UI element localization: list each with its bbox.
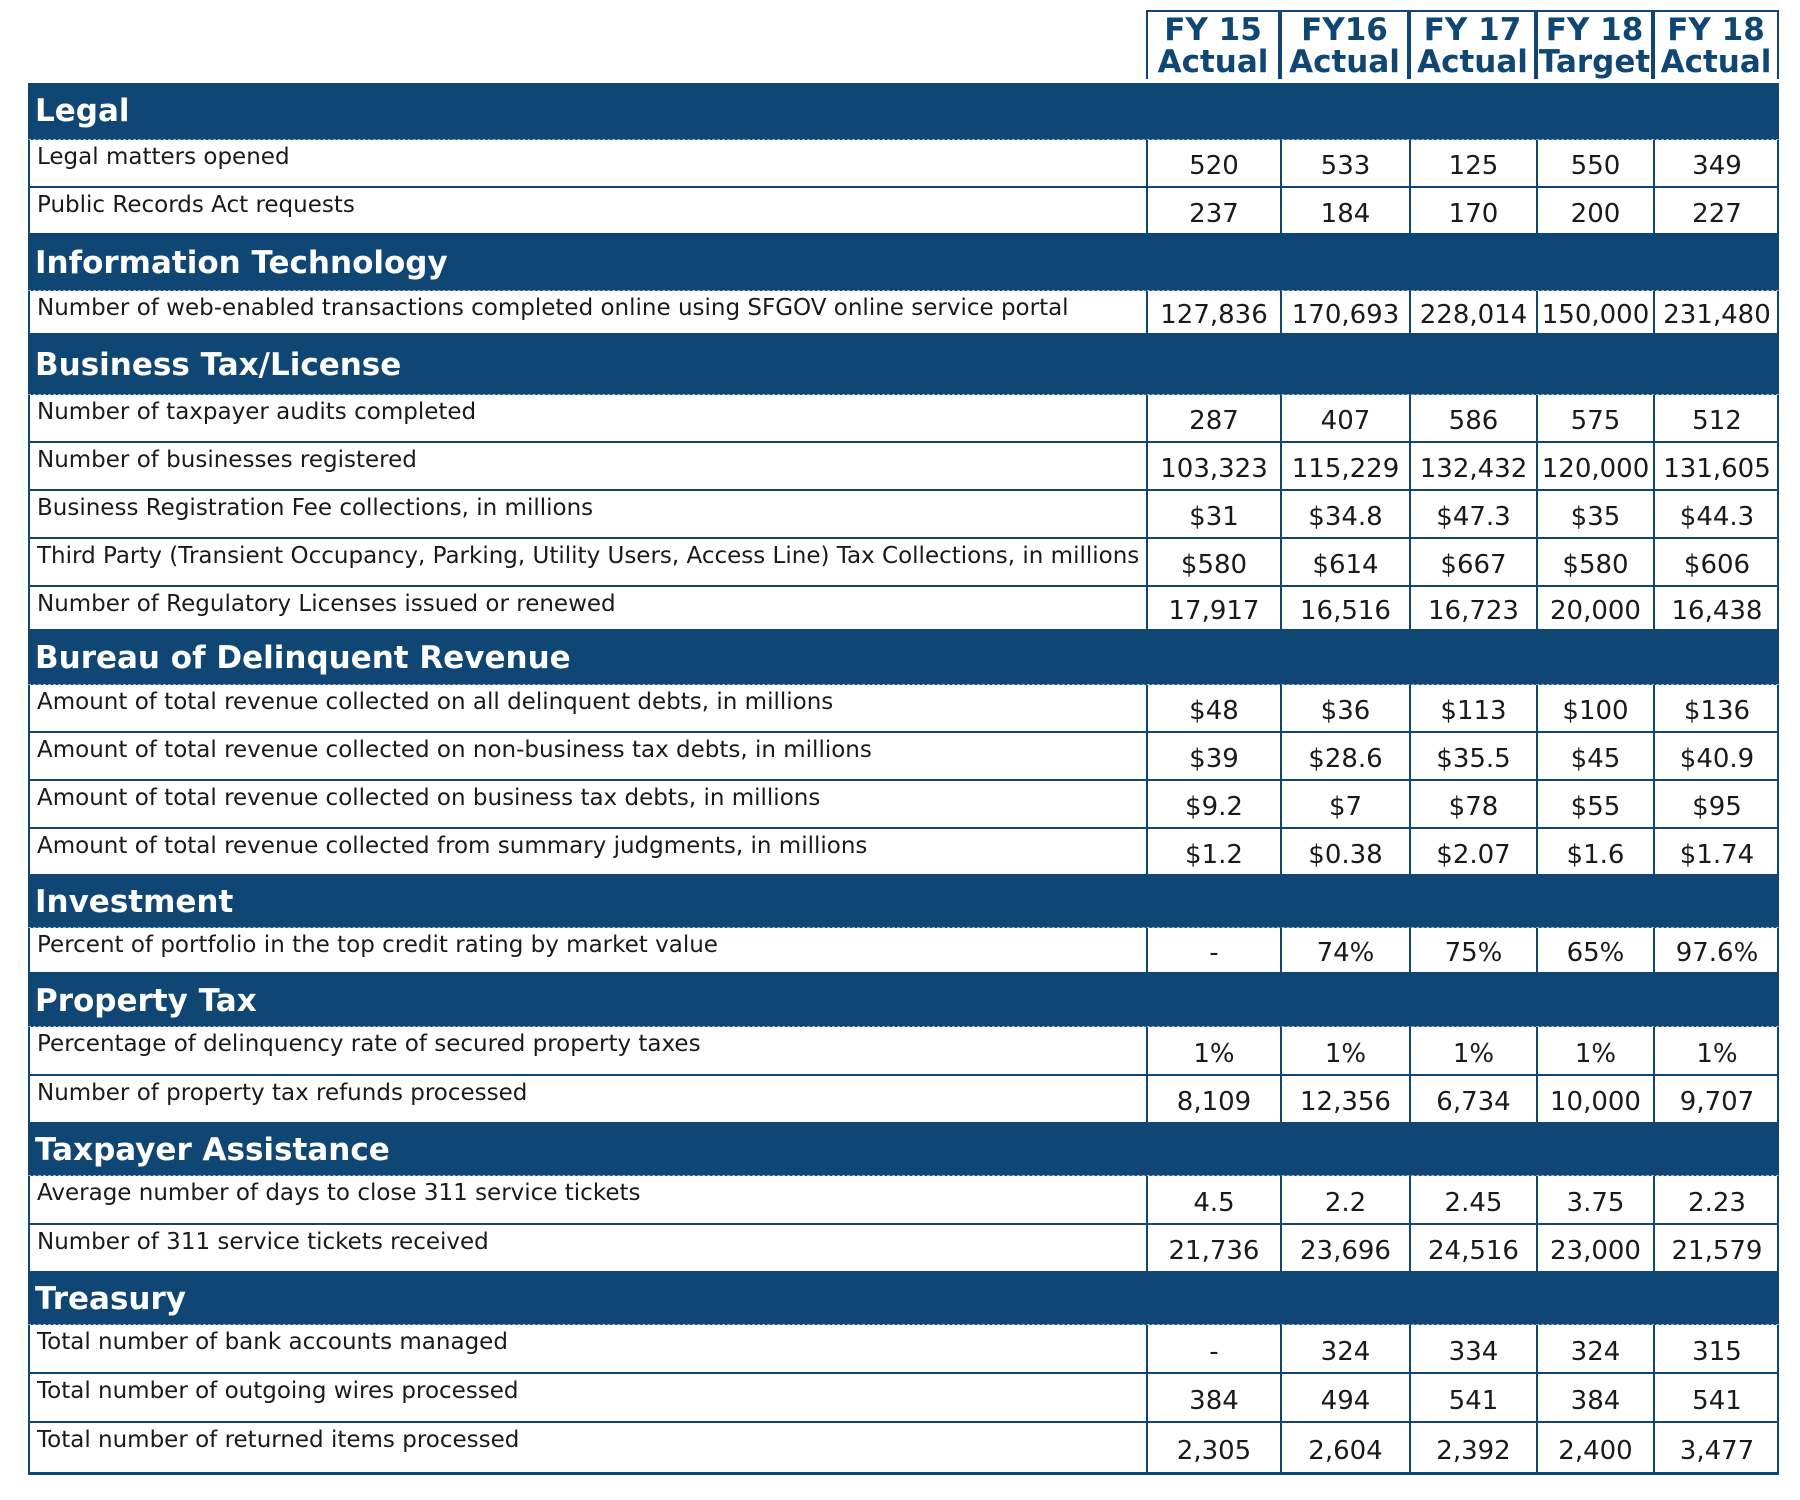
table-row (28, 1076, 1779, 1125)
column-header-year: FY 17 (1423, 11, 1522, 48)
measure-value: 384 (1146, 1374, 1280, 1421)
section-header: Investment (28, 877, 1779, 928)
measure-value: $606 (1653, 539, 1779, 585)
measure-value: $100 (1536, 685, 1653, 731)
measure-value: 103,323 (1146, 443, 1280, 489)
measure-label: Legal matters opened (37, 144, 290, 170)
table-row (28, 685, 1779, 733)
measure-value: $36 (1280, 685, 1409, 731)
measure-label: Percentage of delinquency rate of secured property taxes (37, 1031, 701, 1057)
measure-value: 10,000 (1536, 1076, 1653, 1122)
measure-label: Average number of days to close 311 service tickets (37, 1180, 641, 1206)
table-body (28, 83, 1779, 1475)
measure-value: 75% (1409, 928, 1536, 972)
measure-value: 23,000 (1536, 1225, 1653, 1271)
measure-value: $7 (1280, 781, 1409, 827)
column-header-year: FY 18 (1545, 11, 1644, 48)
measure-value: - (1146, 928, 1280, 972)
measure-value: 334 (1409, 1325, 1536, 1372)
column-header-row (28, 10, 1779, 83)
table-row (28, 928, 1779, 975)
measure-value: $136 (1653, 685, 1779, 731)
section-header: Information Technology (28, 236, 1779, 291)
measure-value: $1.2 (1146, 829, 1280, 874)
table-row (28, 1423, 1779, 1475)
measure-value: 23,696 (1280, 1225, 1409, 1271)
measure-label: Number of businesses registered (37, 447, 417, 473)
column-header-year: FY16 (1301, 11, 1388, 48)
measure-value: 231,480 (1653, 291, 1779, 333)
measure-value: 2.2 (1280, 1176, 1409, 1223)
measure-value: 533 (1280, 140, 1409, 186)
column-header (1409, 10, 1536, 79)
measure-value: 150,000 (1536, 291, 1653, 333)
measure-value: $28.6 (1280, 733, 1409, 779)
measure-label: Total number of bank accounts managed (37, 1329, 508, 1355)
measure-value: 2.45 (1409, 1176, 1536, 1223)
measure-value: $0.38 (1280, 829, 1409, 874)
measure-value: 21,736 (1146, 1225, 1280, 1271)
measure-value: 541 (1653, 1374, 1779, 1421)
section-header: Treasury (28, 1274, 1779, 1325)
measure-label: Total number of returned items processed (37, 1427, 520, 1453)
measure-value: 132,432 (1409, 443, 1536, 489)
measure-value: 200 (1536, 188, 1653, 233)
measure-value: 65% (1536, 928, 1653, 972)
measure-value: 131,605 (1653, 443, 1779, 489)
measure-value: $95 (1653, 781, 1779, 827)
measure-value: 384 (1536, 1374, 1653, 1421)
measure-value: 520 (1146, 140, 1280, 186)
measure-value: 16,438 (1653, 587, 1779, 629)
measure-value: 16,723 (1409, 587, 1536, 629)
measure-value: 120,000 (1536, 443, 1653, 489)
measure-label: Amount of total revenue collected on all delinquent debts, in millions (37, 689, 834, 715)
section-header: Property Tax (28, 975, 1779, 1027)
measure-value: 74% (1280, 928, 1409, 972)
measure-value: $40.9 (1653, 733, 1779, 779)
measure-value: 8,109 (1146, 1076, 1280, 1122)
table-row (28, 188, 1779, 236)
table-row (28, 587, 1779, 632)
measure-label: Third Party (Transient Occupancy, Parking, Utility Users, Access Line) Tax Collections, in millions (37, 543, 1140, 569)
measure-value: 2,604 (1280, 1423, 1409, 1472)
measure-value: 407 (1280, 395, 1409, 441)
measure-value: 575 (1536, 395, 1653, 441)
table-row (28, 443, 1779, 491)
performance-measures-table (28, 10, 1779, 1475)
measure-label: Business Registration Fee collections, in millions (37, 495, 594, 521)
measure-value: 170,693 (1280, 291, 1409, 333)
measure-value: 24,516 (1409, 1225, 1536, 1271)
column-header (1146, 10, 1280, 79)
table-row (28, 829, 1779, 877)
measure-label: Number of Regulatory Licenses issued or renewed (37, 591, 616, 617)
column-header-type: Actual (1157, 43, 1269, 80)
measure-label: Number of web-enabled transactions completed online using SFGOV online service portal (37, 295, 1069, 321)
measure-label: Amount of total revenue collected from summary judgments, in millions (37, 833, 868, 859)
table-row (28, 1374, 1779, 1423)
measure-value: 97.6% (1653, 928, 1779, 972)
measure-value: 227 (1653, 188, 1779, 233)
measure-value: 2,305 (1146, 1423, 1280, 1472)
measure-value: 324 (1536, 1325, 1653, 1372)
table-row (28, 539, 1779, 587)
measure-value: $580 (1146, 539, 1280, 585)
measure-value: $580 (1536, 539, 1653, 585)
section-header: Business Tax/License (28, 336, 1779, 395)
table-row (28, 781, 1779, 829)
measure-value: 6,734 (1409, 1076, 1536, 1122)
measure-value: 3.75 (1536, 1176, 1653, 1223)
measure-value: $34.8 (1280, 491, 1409, 537)
measure-value: $48 (1146, 685, 1280, 731)
column-header-year: FY 18 (1667, 11, 1765, 48)
table-row (28, 491, 1779, 539)
measure-value: 16,516 (1280, 587, 1409, 629)
measure-value: $55 (1536, 781, 1653, 827)
table-row (28, 1176, 1779, 1225)
measure-value: 2,392 (1409, 1423, 1536, 1472)
measure-label: Percent of portfolio in the top credit rating by market value (37, 932, 718, 958)
measure-value: 541 (1409, 1374, 1536, 1421)
measure-value: $35 (1536, 491, 1653, 537)
measure-value: 1% (1536, 1027, 1653, 1074)
measure-value: 287 (1146, 395, 1280, 441)
column-header-year: FY 15 (1164, 11, 1262, 48)
measure-value: 1% (1146, 1027, 1280, 1074)
measure-value: 17,917 (1146, 587, 1280, 629)
measure-value: $78 (1409, 781, 1536, 827)
column-header (1653, 10, 1779, 79)
measure-value: $47.3 (1409, 491, 1536, 537)
column-header-type: Target (1538, 43, 1651, 80)
measure-value: $9.2 (1146, 781, 1280, 827)
column-header-type: Actual (1417, 43, 1528, 80)
measure-value: 1% (1409, 1027, 1536, 1074)
measure-value: $113 (1409, 685, 1536, 731)
column-header (1280, 10, 1409, 79)
section-header: Legal (28, 83, 1779, 140)
measure-value: $1.6 (1536, 829, 1653, 874)
measure-value: 324 (1280, 1325, 1409, 1372)
measure-value: 550 (1536, 140, 1653, 186)
measure-value: $2.07 (1409, 829, 1536, 874)
measure-value: 237 (1146, 188, 1280, 233)
measure-value: 125 (1409, 140, 1536, 186)
measure-value: 4.5 (1146, 1176, 1280, 1223)
section-header: Bureau of Delinquent Revenue (28, 632, 1779, 685)
column-header-type: Actual (1289, 43, 1400, 80)
measure-label: Amount of total revenue collected on non-business tax debts, in millions (37, 737, 872, 763)
measure-value: - (1146, 1325, 1280, 1372)
measure-value: 3,477 (1653, 1423, 1779, 1472)
measure-value: 315 (1653, 1325, 1779, 1372)
measure-label: Amount of total revenue collected on business tax debts, in millions (37, 785, 821, 811)
table-row (28, 1027, 1779, 1076)
measure-value: 586 (1409, 395, 1536, 441)
column-header (1536, 10, 1653, 79)
measure-label: Number of property tax refunds processed (37, 1080, 528, 1106)
measure-value: 12,356 (1280, 1076, 1409, 1122)
measure-value: $667 (1409, 539, 1536, 585)
table-row (28, 291, 1779, 336)
measure-value: 21,579 (1653, 1225, 1779, 1271)
measure-value: $39 (1146, 733, 1280, 779)
measure-value: 1% (1280, 1027, 1409, 1074)
section-header: Taxpayer Assistance (28, 1125, 1779, 1176)
measure-value: $31 (1146, 491, 1280, 537)
measure-value: 127,836 (1146, 291, 1280, 333)
measure-value: 2.23 (1653, 1176, 1779, 1223)
measure-value: $614 (1280, 539, 1409, 585)
measure-value: 184 (1280, 188, 1409, 233)
measure-label: Number of taxpayer audits completed (37, 399, 477, 425)
table-row (28, 395, 1779, 443)
measure-value: 1% (1653, 1027, 1779, 1074)
table-row (28, 140, 1779, 188)
measure-value: 115,229 (1280, 443, 1409, 489)
table-row (28, 1225, 1779, 1274)
measure-value: $1.74 (1653, 829, 1779, 874)
measure-label: Total number of outgoing wires processed (37, 1378, 519, 1404)
table-row (28, 733, 1779, 781)
measure-value: $45 (1536, 733, 1653, 779)
table-row (28, 1325, 1779, 1374)
measure-value: $35.5 (1409, 733, 1536, 779)
measure-value: $44.3 (1653, 491, 1779, 537)
measure-value: 170 (1409, 188, 1536, 233)
measure-value: 349 (1653, 140, 1779, 186)
measure-value: 228,014 (1409, 291, 1536, 333)
measure-value: 9,707 (1653, 1076, 1779, 1122)
measure-value: 512 (1653, 395, 1779, 441)
measure-value: 494 (1280, 1374, 1409, 1421)
measure-value: 20,000 (1536, 587, 1653, 629)
measure-label: Number of 311 service tickets received (37, 1229, 489, 1255)
measure-value: 2,400 (1536, 1423, 1653, 1472)
column-header-type: Actual (1660, 43, 1772, 80)
measure-label: Public Records Act requests (37, 192, 355, 218)
